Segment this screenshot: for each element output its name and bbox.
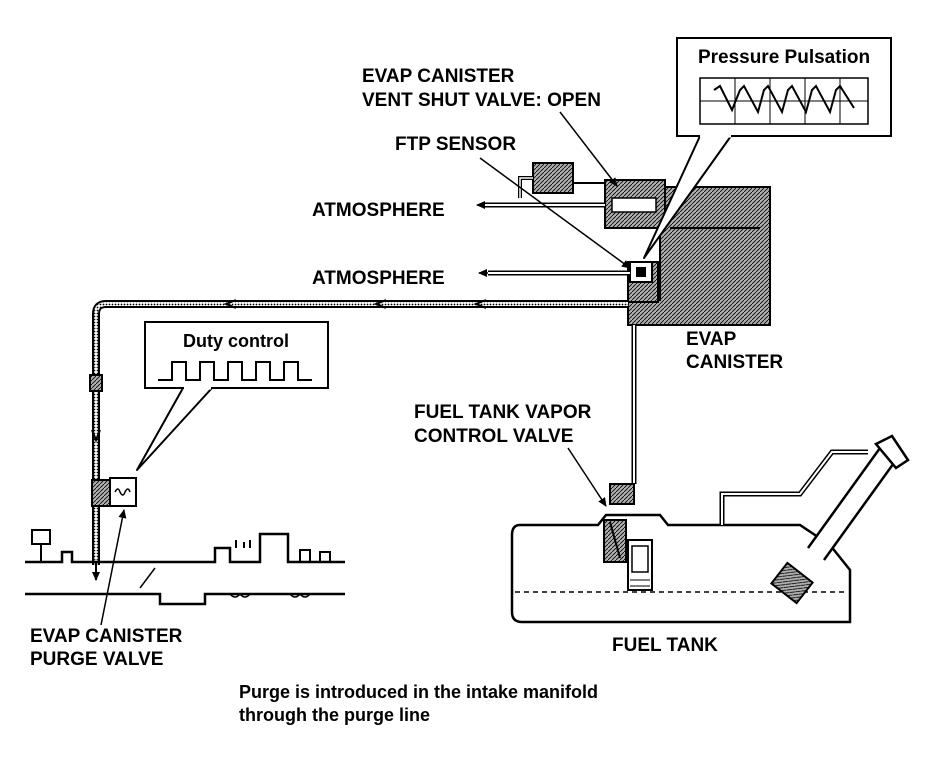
atmosphere-label-upper: ATMOSPHERE [312,200,445,221]
fuel-tank [512,436,908,622]
canister-label-line1: EVAP [686,329,737,350]
fuel-tank-label: FUEL TANK [612,635,718,656]
duty-control-title: Duty control [183,331,289,351]
duty-control-callout [137,322,328,470]
canister-label [686,329,783,373]
tank-vapor-line [622,325,634,484]
pressure-graph [700,78,868,124]
purge-valve-label [30,510,183,670]
pressure-pulsation-title: Pressure Pulsation [697,47,871,68]
caption-line1: Purge is introduced in the intake manifold [239,682,599,702]
purge-valve [92,478,136,506]
vent-valve-label-line2: VENT SHUT VALVE: OPEN [362,90,601,111]
ftp-sensor-text: FTP SENSOR [395,134,517,155]
caption-line2: through the purge line [239,705,430,725]
vapor-valve-label-line2: CONTROL VALVE [414,426,574,447]
purge-valve-label-line2: PURGE VALVE [30,649,164,670]
atmosphere-label-lower: ATMOSPHERE [312,268,445,289]
purge-valve-label-line1: EVAP CANISTER [30,626,183,647]
vapor-valve-label-line1: FUEL TANK VAPOR [414,402,592,423]
canister-label-line2: CANISTER [686,352,784,373]
caption [239,682,598,725]
intake-manifold [25,530,345,604]
vent-shut-valve [520,163,665,228]
vent-valve-label-line1: EVAP CANISTER [362,66,515,87]
vent-valve-label [362,66,617,186]
vapor-valve-label [414,402,606,506]
ftp-sensor [630,262,652,282]
